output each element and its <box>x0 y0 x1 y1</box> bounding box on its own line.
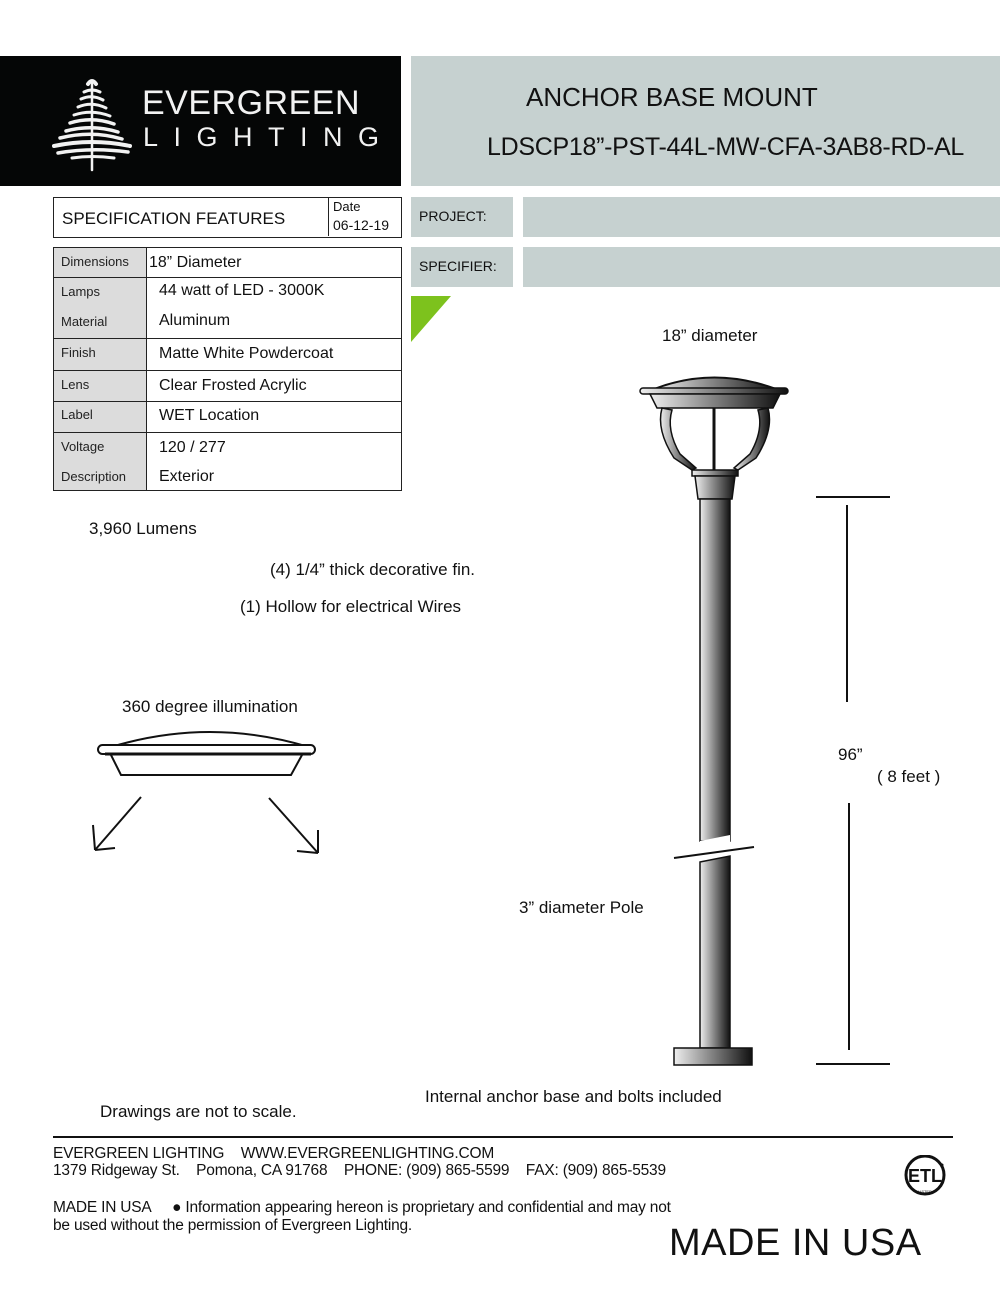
evergreen-tree-icon <box>48 76 138 172</box>
title-panel <box>411 56 1000 186</box>
illumination-diagram <box>85 725 335 865</box>
brand-name: EVERGREEN <box>142 84 360 122</box>
made-in-usa-banner: MADE IN USA <box>669 1222 922 1264</box>
spec-table <box>53 247 402 491</box>
footer-address: 1379 Ridgeway St. <box>53 1162 180 1179</box>
footer-divider <box>53 1136 953 1138</box>
footer-disclaimer-line2: be used without the permission of Evergreen Lighting. <box>53 1217 413 1234</box>
row-divider <box>54 338 401 339</box>
spec-label: Finish <box>61 345 96 360</box>
date-cell <box>328 198 401 236</box>
illumination-note: 360 degree illumination <box>122 697 298 716</box>
spec-label: Description <box>61 469 127 484</box>
footer-website-link[interactable]: WWW.EVERGREENLIGHTING.COM <box>240 1145 495 1162</box>
arrow-down-left-icon <box>93 797 141 850</box>
row-divider <box>54 401 401 402</box>
spec-value: Matte White Powdercoat <box>159 345 334 362</box>
project-label: PROJECT: <box>411 197 513 237</box>
footer-city: Pomona, CA 91768 <box>196 1162 328 1179</box>
footer-fax: FAX: (909) 865-5539 <box>525 1162 666 1179</box>
spec-value: 18” Diameter <box>149 254 242 271</box>
spec-label: Voltage <box>61 439 105 454</box>
product-title: ANCHOR BASE MOUNT <box>526 82 818 112</box>
height-feet: ( 8 feet ) <box>877 767 941 786</box>
scale-note: Drawings are not to scale. <box>100 1102 297 1121</box>
spec-header-title: SPECIFICATION FEATURES <box>62 209 286 228</box>
spec-label: Label <box>61 407 93 422</box>
hollow-note: (1) Hollow for electrical Wires <box>240 597 462 616</box>
height-inches: 96” <box>838 745 863 764</box>
pole-diameter-note: 3” diameter Pole <box>519 898 644 917</box>
spec-label: Dimensions <box>61 254 129 269</box>
footer-address-line <box>53 1162 666 1180</box>
spec-label: Lens <box>61 377 90 392</box>
row-divider <box>54 370 401 371</box>
fins-note: (4) 1/4” thick decorative fin. <box>270 560 476 579</box>
footer-made-in: MADE IN USA <box>53 1199 152 1216</box>
date-value: 06-12-19 <box>333 217 390 233</box>
row-divider <box>54 432 401 433</box>
spec-value: Aluminum <box>159 312 231 329</box>
row-divider <box>54 277 401 278</box>
pole-light-drawing <box>630 370 800 1070</box>
spec-value: 120 / 277 <box>159 439 226 456</box>
spec-value: Clear Frosted Acrylic <box>159 377 307 394</box>
footer-company: EVERGREEN LIGHTING <box>53 1145 225 1162</box>
product-model-number: LDSCP18”-PST-44L-MW-CFA-3AB8-RD-AL <box>487 133 964 161</box>
spec-label: Lamps <box>61 284 101 299</box>
svg-text:LISTED: LISTED <box>917 1189 933 1194</box>
spec-header-box <box>53 197 402 238</box>
spec-label: Material <box>61 314 108 329</box>
anchor-note: Internal anchor base and bolts included <box>425 1087 722 1106</box>
footer-phone: PHONE: (909) 865-5599 <box>343 1162 510 1179</box>
footer-disclaimer-line1 <box>53 1199 671 1217</box>
svg-text:ETL: ETL <box>908 1166 942 1186</box>
footer-disclaimer: ● Information appearing hereon is proprietary and confidential and may not <box>172 1199 671 1216</box>
specifier-field[interactable] <box>523 247 1000 287</box>
arrow-down-right-icon <box>269 798 318 853</box>
date-label: Date <box>333 199 361 214</box>
footer-company-line <box>53 1145 494 1163</box>
spec-value: WET Location <box>159 407 260 424</box>
project-field[interactable] <box>523 197 1000 237</box>
etl-listed-icon <box>904 1155 954 1197</box>
brand-subname: LIGHTING <box>143 122 395 152</box>
spec-value: 44 watt of LED - 3000K <box>159 282 325 299</box>
spec-value: Exterior <box>159 468 215 485</box>
lumens-note: 3,960 Lumens <box>89 519 197 538</box>
specifier-label: SPECIFIER: <box>411 247 513 287</box>
head-diameter-note: 18” diameter <box>662 326 758 345</box>
accent-triangle <box>411 296 451 342</box>
